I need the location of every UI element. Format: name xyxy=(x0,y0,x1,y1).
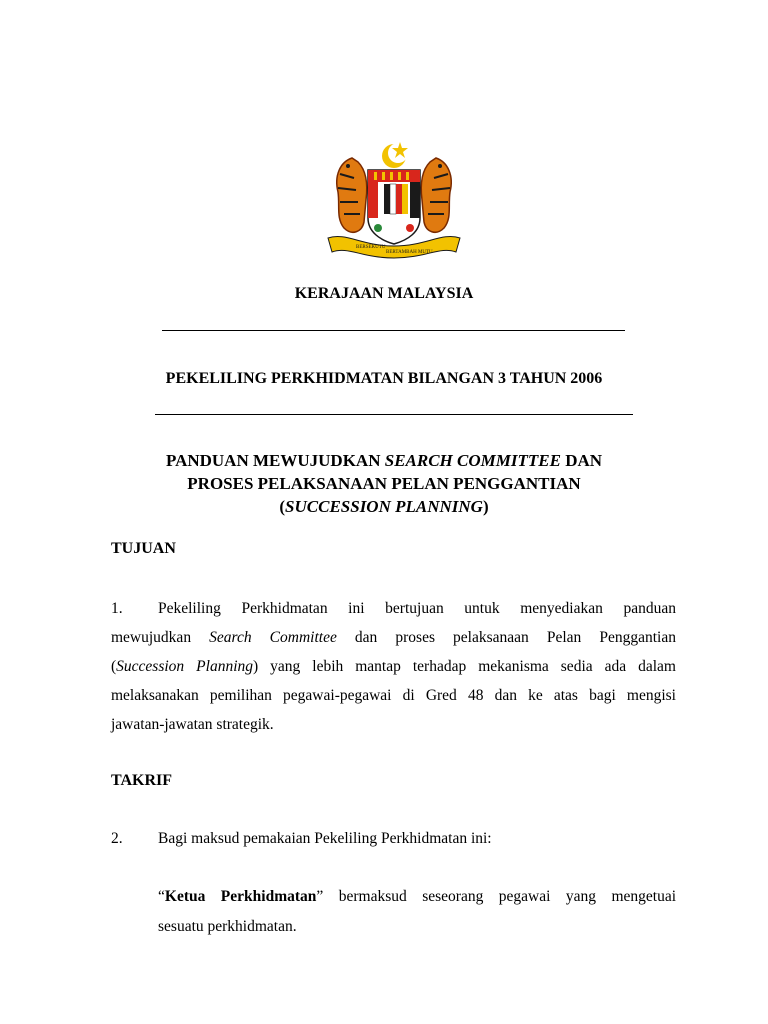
paragraph-line: melaksanakan pemilihan pegawai-pegawai di Gred 48 dan ke atas bagi mengisi xyxy=(111,687,676,704)
government-title: KERAJAAN MALAYSIA xyxy=(294,285,474,302)
coat-of-arms-logo xyxy=(322,140,466,260)
crest-motto-left: BERSEKUTU xyxy=(356,245,386,250)
paragraph-line: (Succession Planning) yang lebih mantap terhadap mekanisma sedia ada dalam xyxy=(111,658,676,675)
paragraph-number: 1. xyxy=(111,600,123,617)
paragraph-2: 2. Bagi maksud pemakaian Pekeliling Perkhidmatan ini: xyxy=(111,830,492,847)
divider xyxy=(155,414,633,415)
paragraph-line: jawatan-jawatan strategik. xyxy=(111,716,274,733)
heading-line-2: PROSES PELAKSANAAN PELAN PENGGANTIAN xyxy=(187,474,581,493)
defined-term: Ketua Perkhidmatan xyxy=(164,888,317,905)
heading-line-1: PANDUAN MEWUJUDKAN SEARCH COMMITTEE DAN xyxy=(165,451,603,470)
definition-ketua-perkhidmatan xyxy=(158,882,676,942)
circular-title: PEKELILING PERKHIDMATAN BILANGAN 3 TAHUN 2006 xyxy=(165,370,603,387)
section-heading-takrif: TAKRIF xyxy=(111,772,173,789)
document-heading xyxy=(0,449,768,518)
definition-line: sesuatu perkhidmatan. xyxy=(158,918,297,935)
crest-motto-right: BERTAMBAH MUTU xyxy=(386,250,433,255)
definition-line: “Ketua Perkhidmatan” bermaksud seseorang pegawai yang mengetuai xyxy=(158,888,676,905)
paragraph-line: 1. Pekeliling Perkhidmatan ini bertujuan untuk menyediakan panduan xyxy=(111,594,676,623)
section-heading-tujuan: TUJUAN xyxy=(111,540,176,557)
heading-line-3: (SUCCESSION PLANNING) xyxy=(279,497,489,516)
divider xyxy=(162,330,625,331)
paragraph-line: mewujudkan Search Committee dan proses pelaksanaan Pelan Penggantian xyxy=(111,629,676,646)
paragraph-number: 2. xyxy=(111,830,123,847)
paragraph-1 xyxy=(111,594,676,739)
